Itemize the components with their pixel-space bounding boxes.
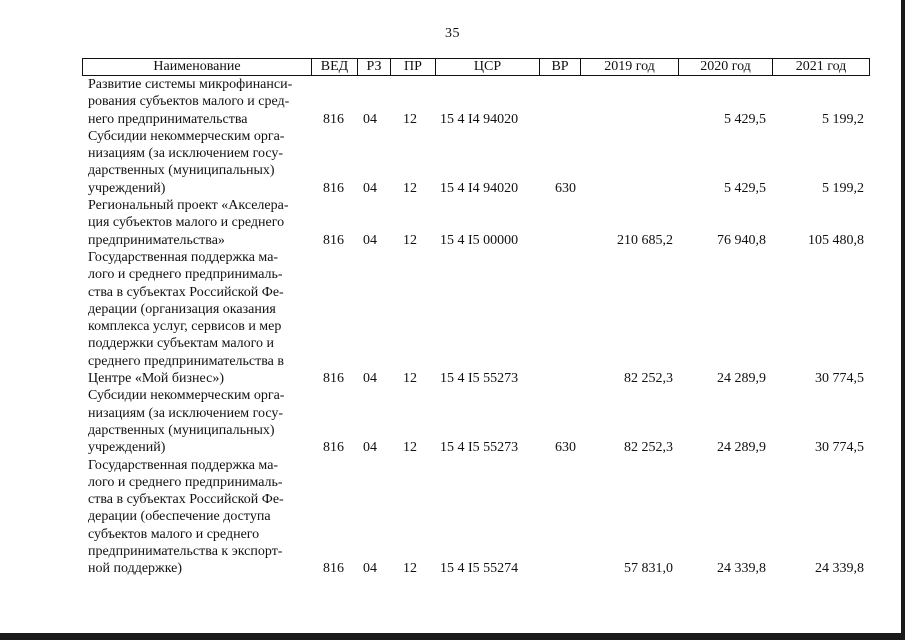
row-pr: 12 [403,111,417,127]
row-name: Развитие системы микрофинанси- рования субъектов малого и сред- него предпринимательства [88,77,293,127]
header-csr: ЦСР [436,59,540,75]
row-pr: 12 [403,232,417,248]
row-2019: 57 831,0 [624,561,673,577]
row-2020: 5 429,5 [724,111,766,127]
scan-edge-bottom [0,633,905,640]
row-2020: 24 289,9 [717,371,766,387]
row-ved: 816 [323,180,344,196]
row-csr: 15 4 I5 00000 [440,232,519,248]
header-2020: 2020 год [679,59,773,75]
row-2020: 5 429,5 [724,180,766,196]
table-header [82,58,870,76]
row-rz: 04 [363,111,377,127]
header-2021: 2021 год [795,59,847,74]
header-2019: 2019 год [581,59,679,75]
row-rz: 04 [363,232,377,248]
header-rz: РЗ [358,59,391,75]
row-2020: 76 940,8 [717,232,766,248]
header-name: Наименование [83,59,312,75]
row-rz: 04 [363,440,377,456]
table-row [88,457,878,578]
row-pr: 12 [403,180,417,196]
row-ved: 816 [323,111,344,127]
row-name: Государственная поддержка ма- лого и среднего предпринималь- ства в субъектах Российской Фе- дерации (обеспечение доступа субъектов малого и среднего предпринимательства к экспорт- ной поддержке) [88,457,284,577]
row-2021: 30 774,5 [815,371,864,387]
row-rz: 04 [363,561,377,577]
table-row [88,387,878,456]
row-ved: 816 [323,440,344,456]
row-vr: 630 [555,440,576,456]
table-row [88,249,878,387]
row-pr: 12 [403,561,417,577]
row-2021: 105 480,8 [808,232,864,248]
row-ved: 816 [323,371,344,387]
header-ved: ВЕД [312,59,358,75]
row-name: Государственная поддержка ма- лого и среднего предпринималь- ства в субъектах Российской Фе- дерации (организация оказания комплекса услуг, сервисов и мер поддержки субъектам малого и среднего предпринимательства в Центре «Мой бизнес») [88,249,284,387]
row-2019: 82 252,3 [624,371,673,387]
row-csr: 15 4 I4 94020 [440,180,519,196]
row-csr: 15 4 I5 55273 [440,440,519,456]
row-2019: 210 685,2 [617,232,673,248]
row-2021: 30 774,5 [815,440,864,456]
table-row [88,128,878,197]
scan-edge-right [901,0,905,640]
row-csr: 15 4 I4 94020 [440,111,519,127]
header-pr: ПР [391,59,436,75]
header-vr: ВР [540,59,581,75]
row-pr: 12 [403,371,417,387]
row-pr: 12 [403,440,417,456]
row-rz: 04 [363,371,377,387]
row-2021: 5 199,2 [822,111,864,127]
page-number: 35 [445,26,460,41]
row-ved: 816 [323,561,344,577]
row-name: Региональный проект «Акселера- ция субъектов малого и среднего предпринимательства» [88,198,289,248]
row-2020: 24 339,8 [717,561,766,577]
row-name: Субсидии некоммерческим орга- низациям (за исключением госу- дарственных (муниципальных) учреждений) [88,388,285,456]
row-rz: 04 [363,180,377,196]
row-2021: 24 339,8 [815,561,864,577]
table-row [88,197,878,249]
row-csr: 15 4 I5 55273 [440,371,519,387]
row-2021: 5 199,2 [822,180,864,196]
row-2019: 82 252,3 [624,440,673,456]
row-vr: 630 [555,180,576,196]
table-body [88,76,878,578]
row-ved: 816 [323,232,344,248]
row-2020: 24 289,9 [717,440,766,456]
row-name: Субсидии некоммерческим орга- низациям (за исключением госу- дарственных (муниципальных) учреждений) [88,128,285,196]
row-csr: 15 4 I5 55274 [440,561,519,577]
table-row [88,76,878,128]
